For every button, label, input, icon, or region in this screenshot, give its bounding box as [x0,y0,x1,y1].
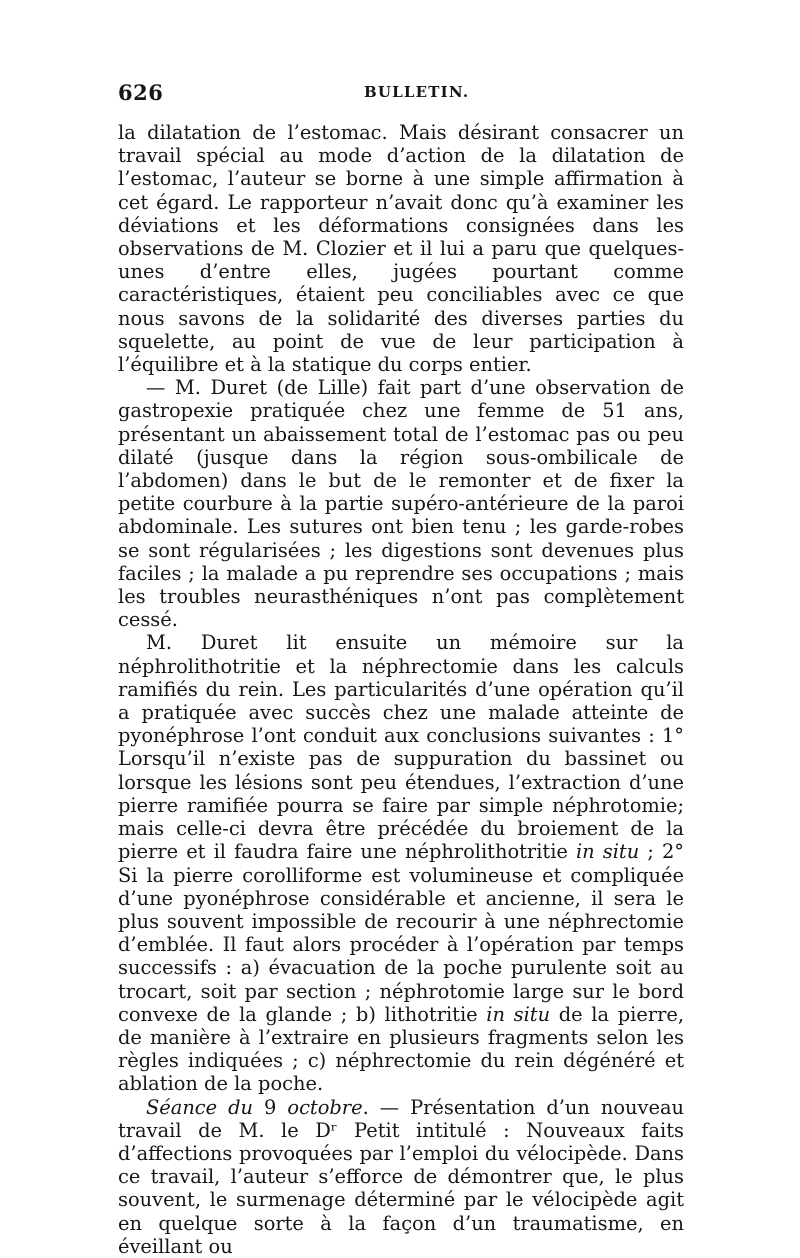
paragraph-gastropexie: — M. Duret (de Lille) fait part d’une observation de gastropexie pratiquée chez une femme de 51 ans, présentant un abaissement total de l’estomac pas ou peu dilaté (jusque dans la région sous-ombilicale de l’abdomen) dans le but de le remonter et de fixer la petite courbure à la partie supéro-antérieure de la paroi abdominale. Les sutures ont bien tenu ; les garde-robes se sont régularisées ; les digestions sont devenues plus faciles ; la malade a pu reprendre ses occupations ; mais les troubles neurasthéniques n’ont pas complètement cessé. [118,376,684,632]
paragraph-text-part: ; 2° Si la pierre corolliforme est volumineuse et compliquée d’une pyonéphrose considérable et ancienne, il sera le plus souvent impossible de recourir à une néphrectomie d’emblée. Il faut alors procéder à l’opération par temps successifs : a) évacuation de la poche purulente soit au trocart, soit par section ; néphrotomie large sur le bord convexe de la glande ; b) lithotritie [118,840,684,1026]
body-text [118,121,684,1258]
italic-in-situ: in situ [575,840,640,864]
paragraph-seance [118,1096,684,1258]
running-title: BULLETIN. [364,83,470,101]
seance-day: 9 [253,1095,288,1119]
page-number: 626 [118,80,164,105]
paragraph-text-part: M. Duret lit ensuite un mémoire sur la néphrolithotritie et la néphrectomie dans les calculs ramifiés du rein. Les particularités d’une opération qu’il a pratiquée avec succès chez une malade atteinte de pyonéphrose l’ont conduit aux conclusions suivantes : 1° Lorsqu’il n’existe pas de suppuration du bassinet ou lorsque les lésions sont peu étendues, l’extraction d’une pierre ramifiée pourra se faire par simple néphrotomie; mais celle-ci devra être précédée du broiement de la pierre et il faudra faire une néphrolithotritie [118,631,684,864]
paragraph-nephrolithotritie [118,631,684,1095]
seance-label: Séance du [146,1095,254,1119]
paragraph-text-part: de la pierre, de manière à l’extraire en plusieurs fragments selon les règles indiquées ; c) néphrectomie du rein dégénéré et ablation de la poche. [118,1002,684,1096]
italic-in-situ: in situ [486,1002,551,1026]
seance-month: octobre [287,1095,363,1119]
page-header [118,80,683,110]
paragraph-text-part: . — Présentation d’un nouveau travail de M. le Dʳ Petit intitulé : Nouveaux faits d’affections provoquées par l’emploi du vélocipède. Dans ce travail, l’auteur s’efforce de démontrer que, le plus souvent, le surmenage déterminé par le vélocipède agit en quelque sorte à la façon d’un traumatisme, en éveillant ou [118,1095,685,1258]
paragraph-clozier-report: la dilatation de l’estomac. Mais désirant consacrer un travail spécial au mode d’action de la dilatation de l’estomac, l’auteur se borne à une simple affirmation à cet égard. Le rapporteur n’avait donc qu’à examiner les déviations et les déformations consignées dans les observations de M. Clozier et il lui a paru que quelques-unes d’entre elles, jugées pourtant comme caractéristiques, étaient peu conciliables avec ce que nous savons de la solidarité des diverses parties du squelette, au point de vue de leur participation à l’équilibre et à la statique du corps entier. [118,121,684,377]
